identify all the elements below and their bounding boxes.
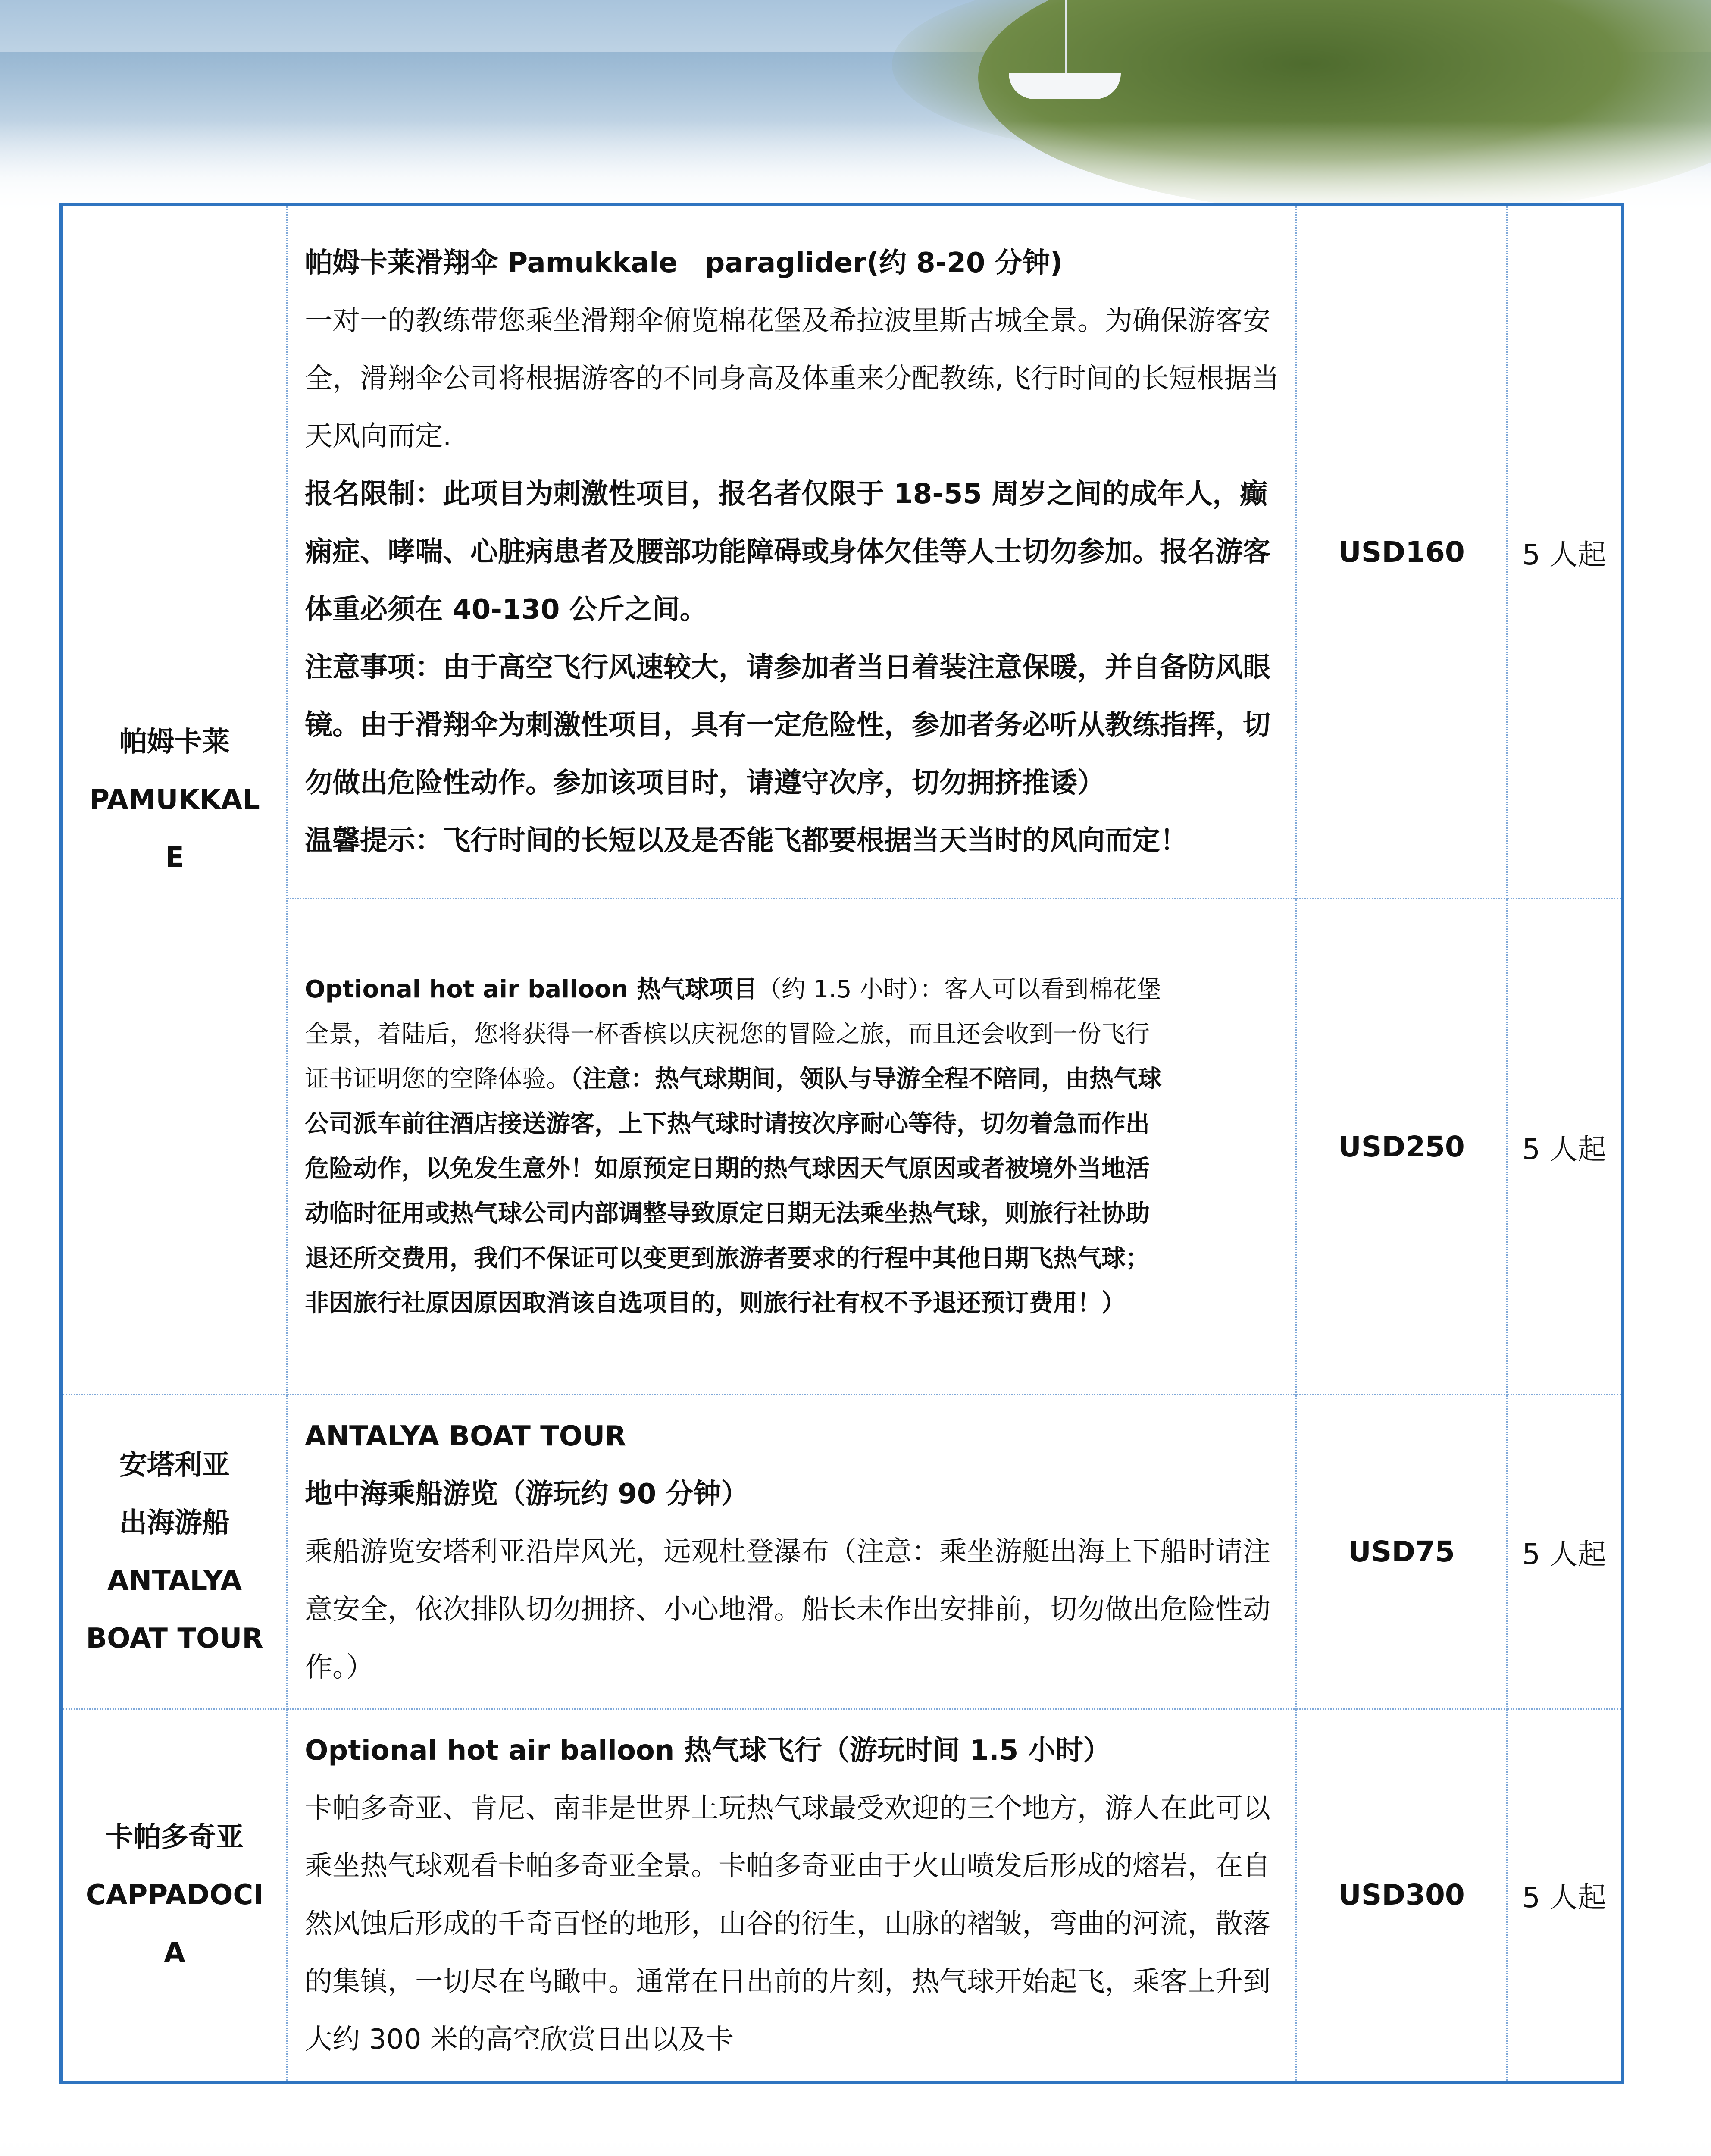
location-name-en: ANTALYA (107, 1564, 242, 1597)
item-desc: 乘船游览安塔利亚沿岸风光，远观杜登瀑布（注意：乘坐游艇出海上下船时请注意安全，依次排队切勿拥挤、小心地滑。船长未作出安排前，切勿做出危险性动作。） (305, 1536, 1270, 1683)
table-row (61, 1709, 1623, 2082)
min-people-cell: 5 人起 (1507, 899, 1623, 1395)
description-cell-balloon (287, 899, 1296, 1395)
item-intro: 一对一的教练带您乘坐滑翔伞俯览棉花堡及希拉波里斯古城全景。为确保游客安全，滑翔伞公司将根据游客的不同身高及体重来分配教练,飞行时间的长短根据当天风向而定. (305, 305, 1279, 453)
top-banner-photo (0, 0, 1711, 216)
item-desc: （约 1.5 小时）：客人可以看到棉花堡全景，着陆后，您将获得一杯香槟以庆祝您的冒险之旅，而且还会收到一份飞行证书证明您的空降体验。 (305, 975, 1161, 1093)
table-row (61, 1395, 1623, 1709)
item-notice: （注意：热气球期间，领队与导游全程不陪同，由热气球公司派车前往酒店接送游客，上下热气球时请按次序耐心等待，切勿着急而作出危险动作，以免发生意外！如原预定日期的热气球因天气原因或者被境外当地活动临时征用或热气球公司内部调整导致原定日期无法乘坐热气球，则旅行社协助退还所交费用，我们不保证可以变更到旅游者要求的行程中其他日期飞热气球；非因旅行社原因原因取消该自选项目的，则旅行社有权不予退还预订费用！） (305, 1065, 1162, 1317)
min-people-cell: 5 人起 (1507, 204, 1623, 899)
location-name-en-cont: E (165, 842, 184, 874)
price-cell: USD75 (1296, 1395, 1507, 1709)
location-name-en-cont: BOAT TOUR (86, 1622, 263, 1655)
item-tip: 温馨提示：飞行时间的长短以及是否能飞都要根据当天当时的风向而定！ (305, 825, 1188, 857)
min-people-cell: 5 人起 (1507, 1709, 1623, 2082)
location-name-cn: 安塔利亚 (119, 1449, 230, 1481)
item-restriction: 报名限制：此项目为刺激性项目，报名者仅限于 18-55 周岁之间的成年人，癫痫症、哮喘、心脏病患者及腰部功能障碍或身体欠佳等人士切勿参加。报名游客体重必须在 40-130 公斤之间。 (305, 478, 1270, 626)
item-desc: 卡帕多奇亚、肯尼、南非是世界上玩热气球最受欢迎的三个地方，游人在此可以乘坐热气球观看卡帕多奇亚全景。卡帕多奇亚由于火山喷发后形成的熔岩，在自然风蚀后形成的千奇百怪的地形，山谷的衍生，山脉的褶皱，弯曲的河流，散落的集镇，一切尽在鸟瞰中。通常在日出前的片刻，热气球开始起飞，乘客上升到大约 300 米的高空欣赏日出以及卡 (305, 1792, 1270, 2056)
sailboat-mast (1065, 0, 1067, 78)
table-row (61, 204, 1623, 899)
item-notice: 注意事项：由于高空飞行风速较大，请参加者当日着装注意保暖，并自备防风眼镜。由于滑翔伞为刺激性项目，具有一定危险性，参加者务必听从教练指挥，切勿做出危险性动作。参加该项目时，请遵守次序，切勿拥挤推诿） (305, 652, 1270, 799)
item-title: ANTALYA BOAT TOUR (305, 1420, 626, 1452)
price-cell: USD160 (1296, 204, 1507, 899)
location-name-en: PAMUKKAL (89, 784, 260, 816)
location-name-en-cont: A (164, 1937, 185, 1969)
location-name-en: CAPPADOCI (85, 1879, 264, 1911)
item-subtitle: 地中海乘船游览（游玩约 90 分钟） (305, 1478, 749, 1510)
location-cell-antalya (61, 1395, 287, 1709)
sailboat (1009, 73, 1121, 99)
item-title: Optional hot air balloon 热气球项目 (305, 975, 757, 1003)
location-cell-pamukkale (61, 204, 287, 1395)
table-row (61, 899, 1623, 1395)
location-name-cn-cont: 出海游船 (119, 1507, 230, 1539)
optional-tours-table (59, 203, 1624, 2084)
description-cell-paraglider (287, 204, 1296, 899)
location-name-cn: 卡帕多奇亚 (106, 1821, 244, 1853)
item-title: 帕姆卡莱滑翔伞 Pamukkale paraglider(约 8-20 分钟) (305, 247, 1063, 279)
description-cell-boat (287, 1395, 1296, 1709)
price-cell: USD300 (1296, 1709, 1507, 2082)
location-name-cn: 帕姆卡莱 (119, 726, 230, 758)
price-cell: USD250 (1296, 899, 1507, 1395)
item-title: Optional hot air balloon 热气球飞行（游玩时间 1.5 小时） (305, 1734, 1111, 1767)
min-people-cell: 5 人起 (1507, 1395, 1623, 1709)
location-cell-cappadocia (61, 1709, 287, 2082)
bottom-banner-photo (0, 2134, 1711, 2156)
description-cell-cappadocia (287, 1709, 1296, 2082)
